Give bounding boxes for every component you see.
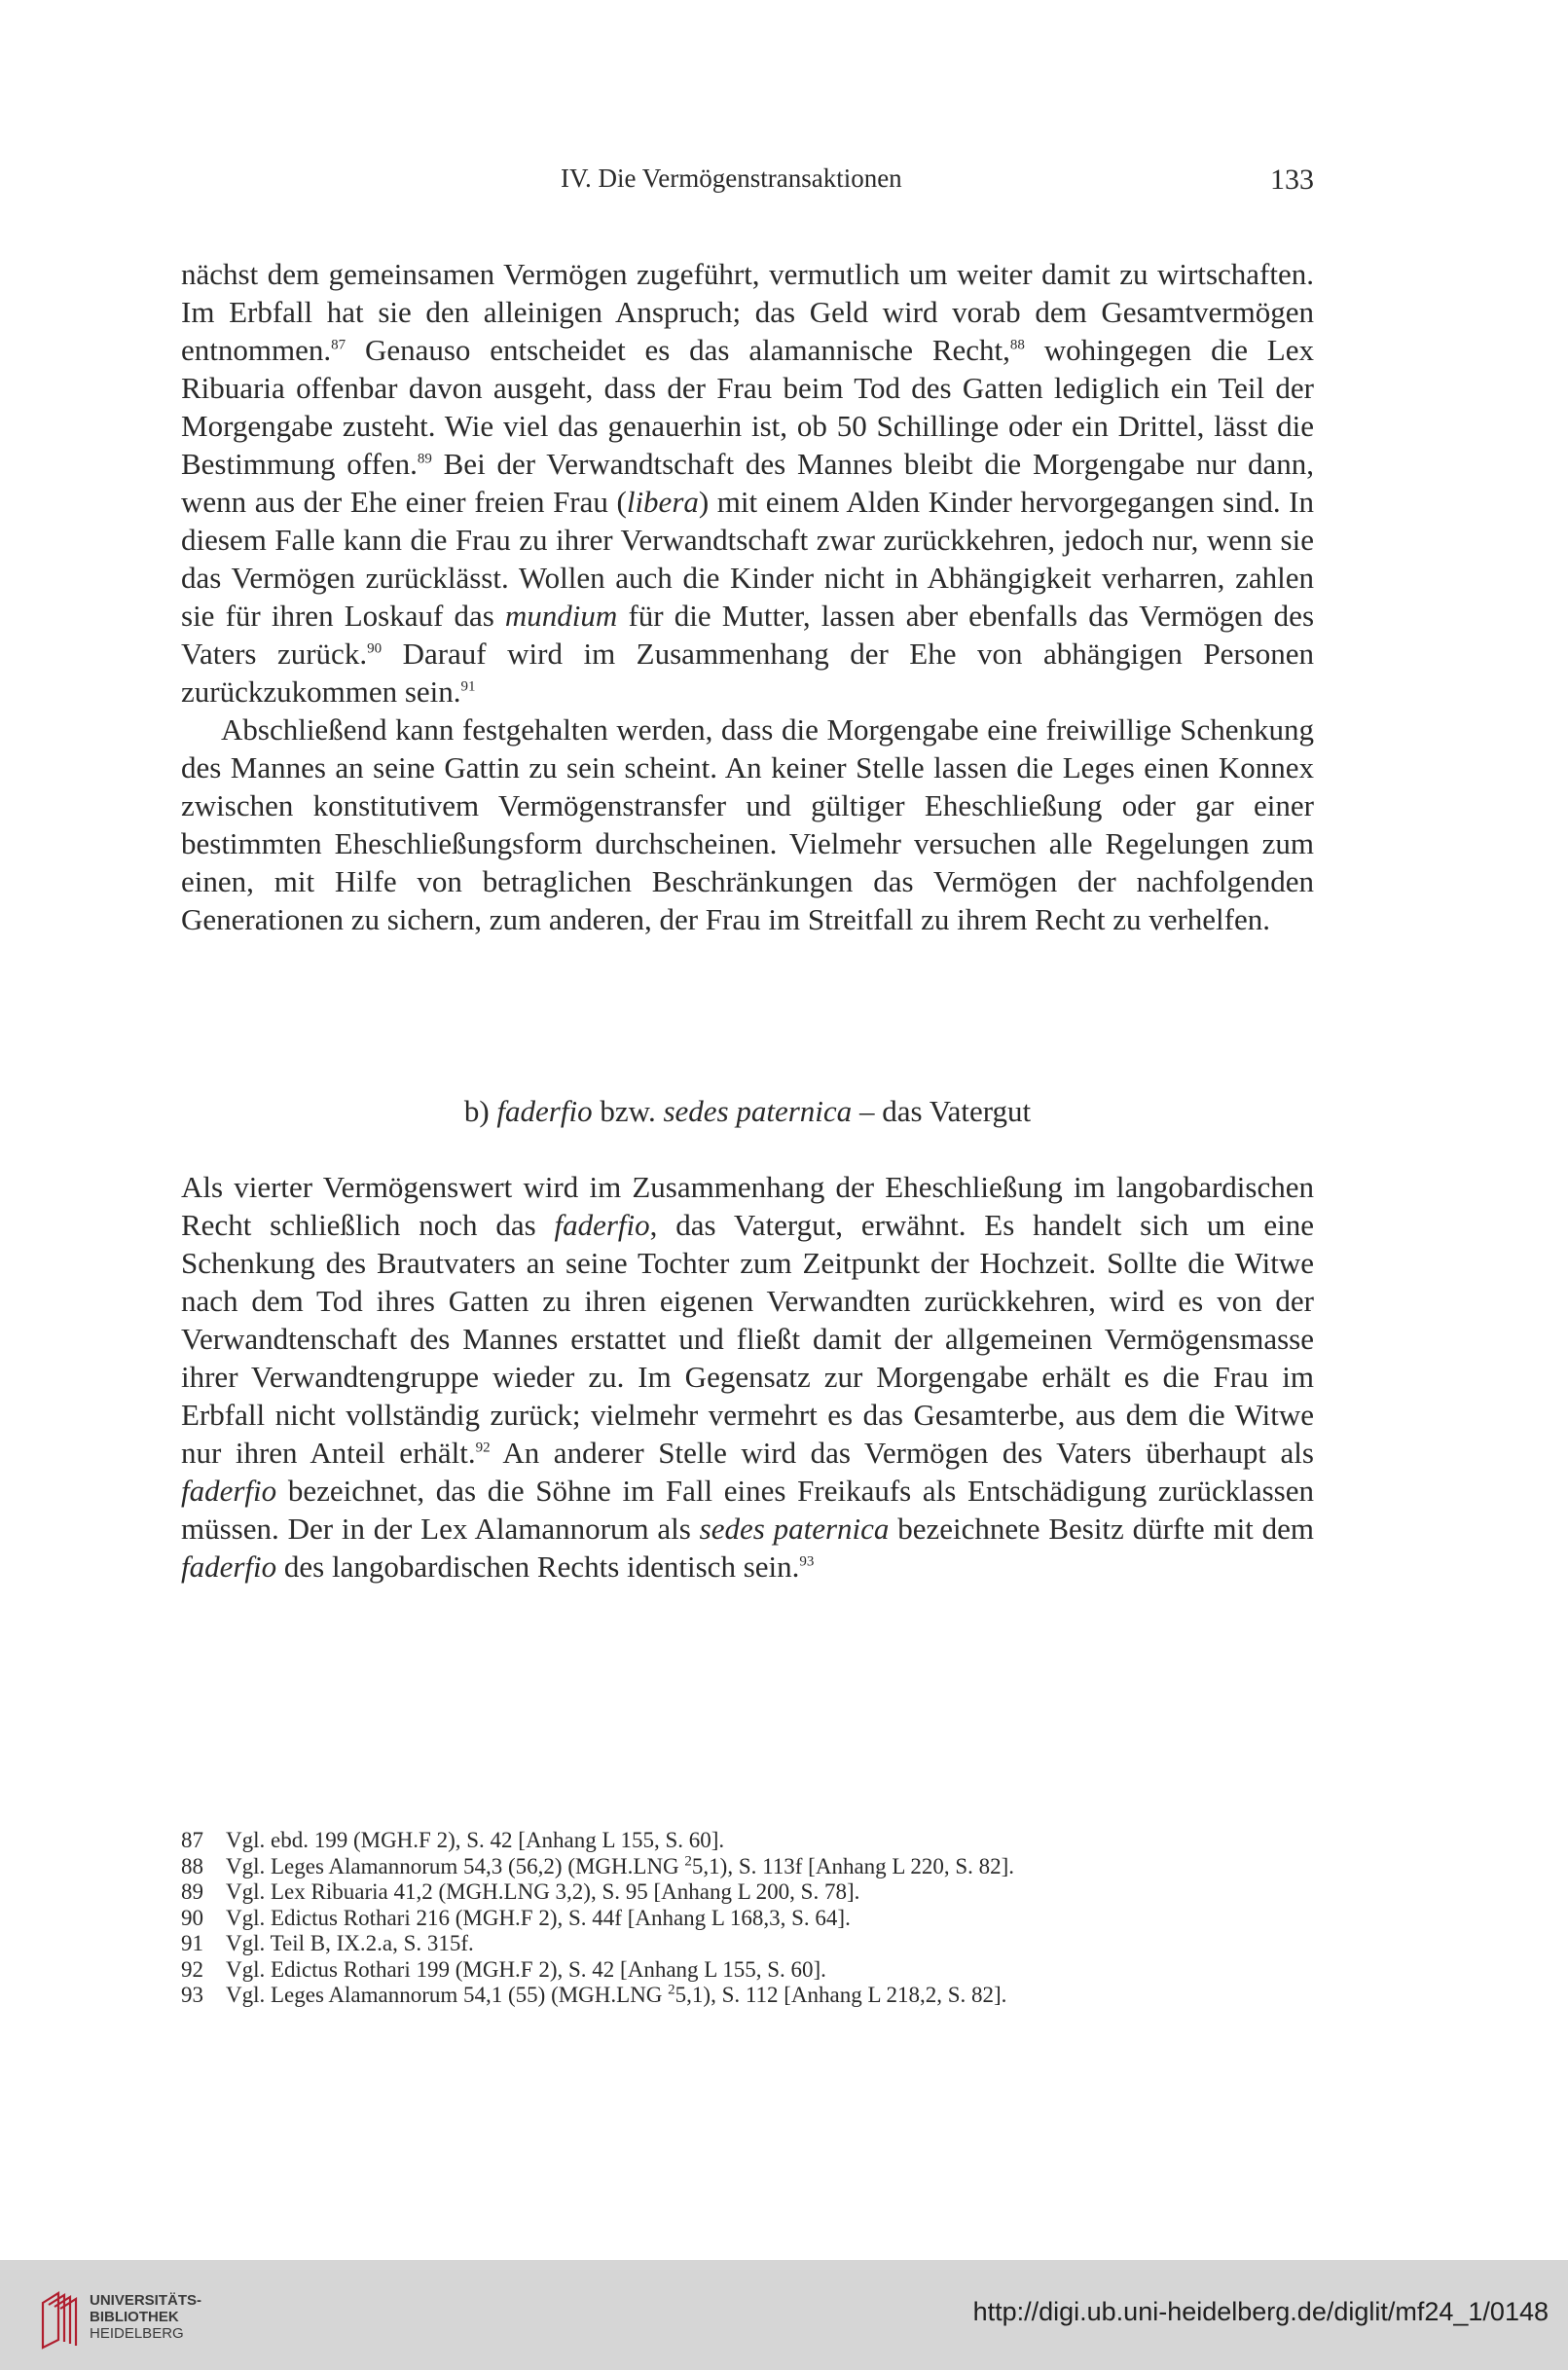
footnote-text: Vgl. Edictus Rothari 199 (MGH.F 2), S. 42 [Anhang L 155, S. 60].	[226, 1956, 826, 1982]
footnote-number: 89	[181, 1879, 203, 1904]
footnote	[181, 1854, 1314, 1880]
footnote-ref[interactable]: 90	[367, 640, 383, 657]
page-number: 133	[1270, 164, 1314, 196]
footnote	[181, 1931, 1314, 1957]
paragraph: Als vierter Vermögenswert wird im Zusammenhang der Eheschließung im langobardischen Recht schließlich noch das faderfio, das Vatergut, erwähnt. Es handelt sich um eine Schenkung des Brautvaters an seine Tochter zum Zeitpunkt der Hochzeit. Sollte die Witwe nach dem Tod ihres Gatten zu ihren eigenen Verwandten zurückkehren, wird es von der Verwandtenschaft des Mannes erstattet und fließt damit der allgemeinen Vermögensmasse ihrer Verwandtengruppe wieder zu. Im Gegensatz zur Morgengabe erhält es die Frau im Erbfall nicht vollständig zurück; vielmehr vermehrt es das Gesamterbe, aus dem die Witwe nur ihren Anteil erhält.$^{92}$ An anderer Stelle wird das Vermögen des Vaters überhaupt als faderfio bezeichnet, das die Söhne im Fall eines Freikaufs als Entschädigung zurücklassen müssen. Der in der Lex Alamannorum als sedes paternica bezeichnete Besitz dürfte mit dem faderfio des langobardischen Rechts identisch sein.$^{93}$	[181, 1170, 1314, 1584]
footnote	[181, 1957, 1314, 1984]
paragraph: Abschließend kann festgehalten werden, dass die Morgengabe eine freiwillige Schenkung des Mannes an seine Gattin zu sein scheint. An keiner Stelle lassen die Leges einen Konnex zwischen konstitutivem Vermögenstransfer und gültiger Eheschließung oder gar einer bestimmten Eheschließungsform durchscheinen. Vielmehr versuchen alle Regelungen zum einen, mit Hilfe von betraglichen Beschränkungen das Vermögen der nachfolgenden Generationen zu sichern, zum anderen, der Frau im Streitfall zu ihrem Recht zu verhelfen.	[181, 712, 1314, 936]
footnote	[181, 1906, 1314, 1932]
library-name: UNIVERSITÄTS- BIBLIOTHEK HEIDELBERG	[90, 2292, 202, 2342]
footnote	[181, 1828, 1314, 1854]
footnote-number: 93	[181, 1983, 203, 2007]
footnotes	[181, 1828, 1314, 2009]
footnote-number: 87	[181, 1828, 203, 1852]
footnote-text: Vgl. ebd. 199 (MGH.F 2), S. 42 [Anhang L 155, S. 60].	[226, 1828, 725, 1852]
footnote-number: 91	[181, 1931, 203, 1955]
section-morgengabe-text	[181, 255, 1314, 938]
footnote	[181, 1983, 1314, 2009]
footnote-ref[interactable]: 87	[331, 337, 346, 353]
footnote-text: Vgl. Teil B, IX.2.a, S. 315f.	[226, 1931, 474, 1955]
footnote-text: Vgl. Leges Alamannorum 54,3 (56,2) (MGH.LNG $^2$5,1), S. 113f [Anhang L 220, S. 82].	[226, 1852, 1015, 1878]
footnote-text: Vgl. Lex Ribuaria 41,2 (MGH.LNG 3,2), S. 95 [Anhang L 200, S. 78].	[226, 1879, 860, 1904]
footnote-ref[interactable]: 93	[799, 1553, 815, 1570]
running-title: IV. Die Vermögenstransaktionen	[561, 164, 902, 193]
digitization-footer	[0, 2260, 1568, 2370]
source-url-link[interactable]: http://digi.ub.uni-heidelberg.de/diglit/mf24_1/0148	[972, 2297, 1549, 2326]
footnote-ref[interactable]: 88	[1009, 337, 1025, 353]
footnote-text: Vgl. Leges Alamannorum 54,1 (55) (MGH.LNG $^2$5,1), S. 112 [Anhang L 218,2, S. 82].	[226, 1982, 1007, 2007]
library-logo-icon	[37, 2289, 84, 2350]
footnote-ref[interactable]: 89	[417, 451, 432, 467]
footnote	[181, 1879, 1314, 1906]
footnote-number: 90	[181, 1905, 203, 1930]
section-vatergut-text	[181, 1168, 1314, 1586]
footnote-number: 88	[181, 1853, 203, 1878]
footnote-text: Vgl. Edictus Rothari 216 (MGH.F 2), S. 44f [Anhang L 168,3, S. 64].	[226, 1905, 851, 1930]
footnote-ref[interactable]: 91	[460, 678, 476, 695]
footnote-number: 92	[181, 1956, 203, 1982]
paragraph: nächst dem gemeinsamen Vermögen zugeführt, vermutlich um weiter damit zu wirtschaften. Im Erbfall hat sie den alleinigen Anspruch; das Geld wird vorab dem Gesamtvermögen entnommen.$^{87}$ Genauso entscheidet es das alamannische Recht,$^{88}$ wohingegen die Lex Ribuaria offenbar davon ausgeht, dass der Frau beim Tod des Gatten lediglich ein Teil der Morgengabe zusteht. Wie viel das genauerhin ist, ob 50 Schillinge oder ein Drittel, lässt die Bestimmung offen.$^{89}$ Bei der Verwandtschaft des Mannes bleibt die Morgengabe nur dann, wenn aus der Ehe einer freien Frau (libera) mit einem Alden Kinder hervorgegangen sind. In diesem Falle kann die Frau zu ihrer Verwandtschaft zwar zurückkehren, jedoch nur, wenn sie das Vermögen zurücklässt. Wollen auch die Kinder nicht in Abhängigkeit verharren, zahlen sie für ihren Loskauf das mundium für die Mutter, lassen aber ebenfalls das Vermögen des Vaters zurück.$^{90}$ Darauf wird im Zusammenhang der Ehe von abhängigen Personen zurückzukommen sein.$^{91}$	[181, 257, 1315, 709]
section-heading: b) faderfio bzw. sedes paternica – das Vatergut	[463, 1094, 1032, 1128]
footnote-ref[interactable]: 92	[475, 1440, 491, 1456]
